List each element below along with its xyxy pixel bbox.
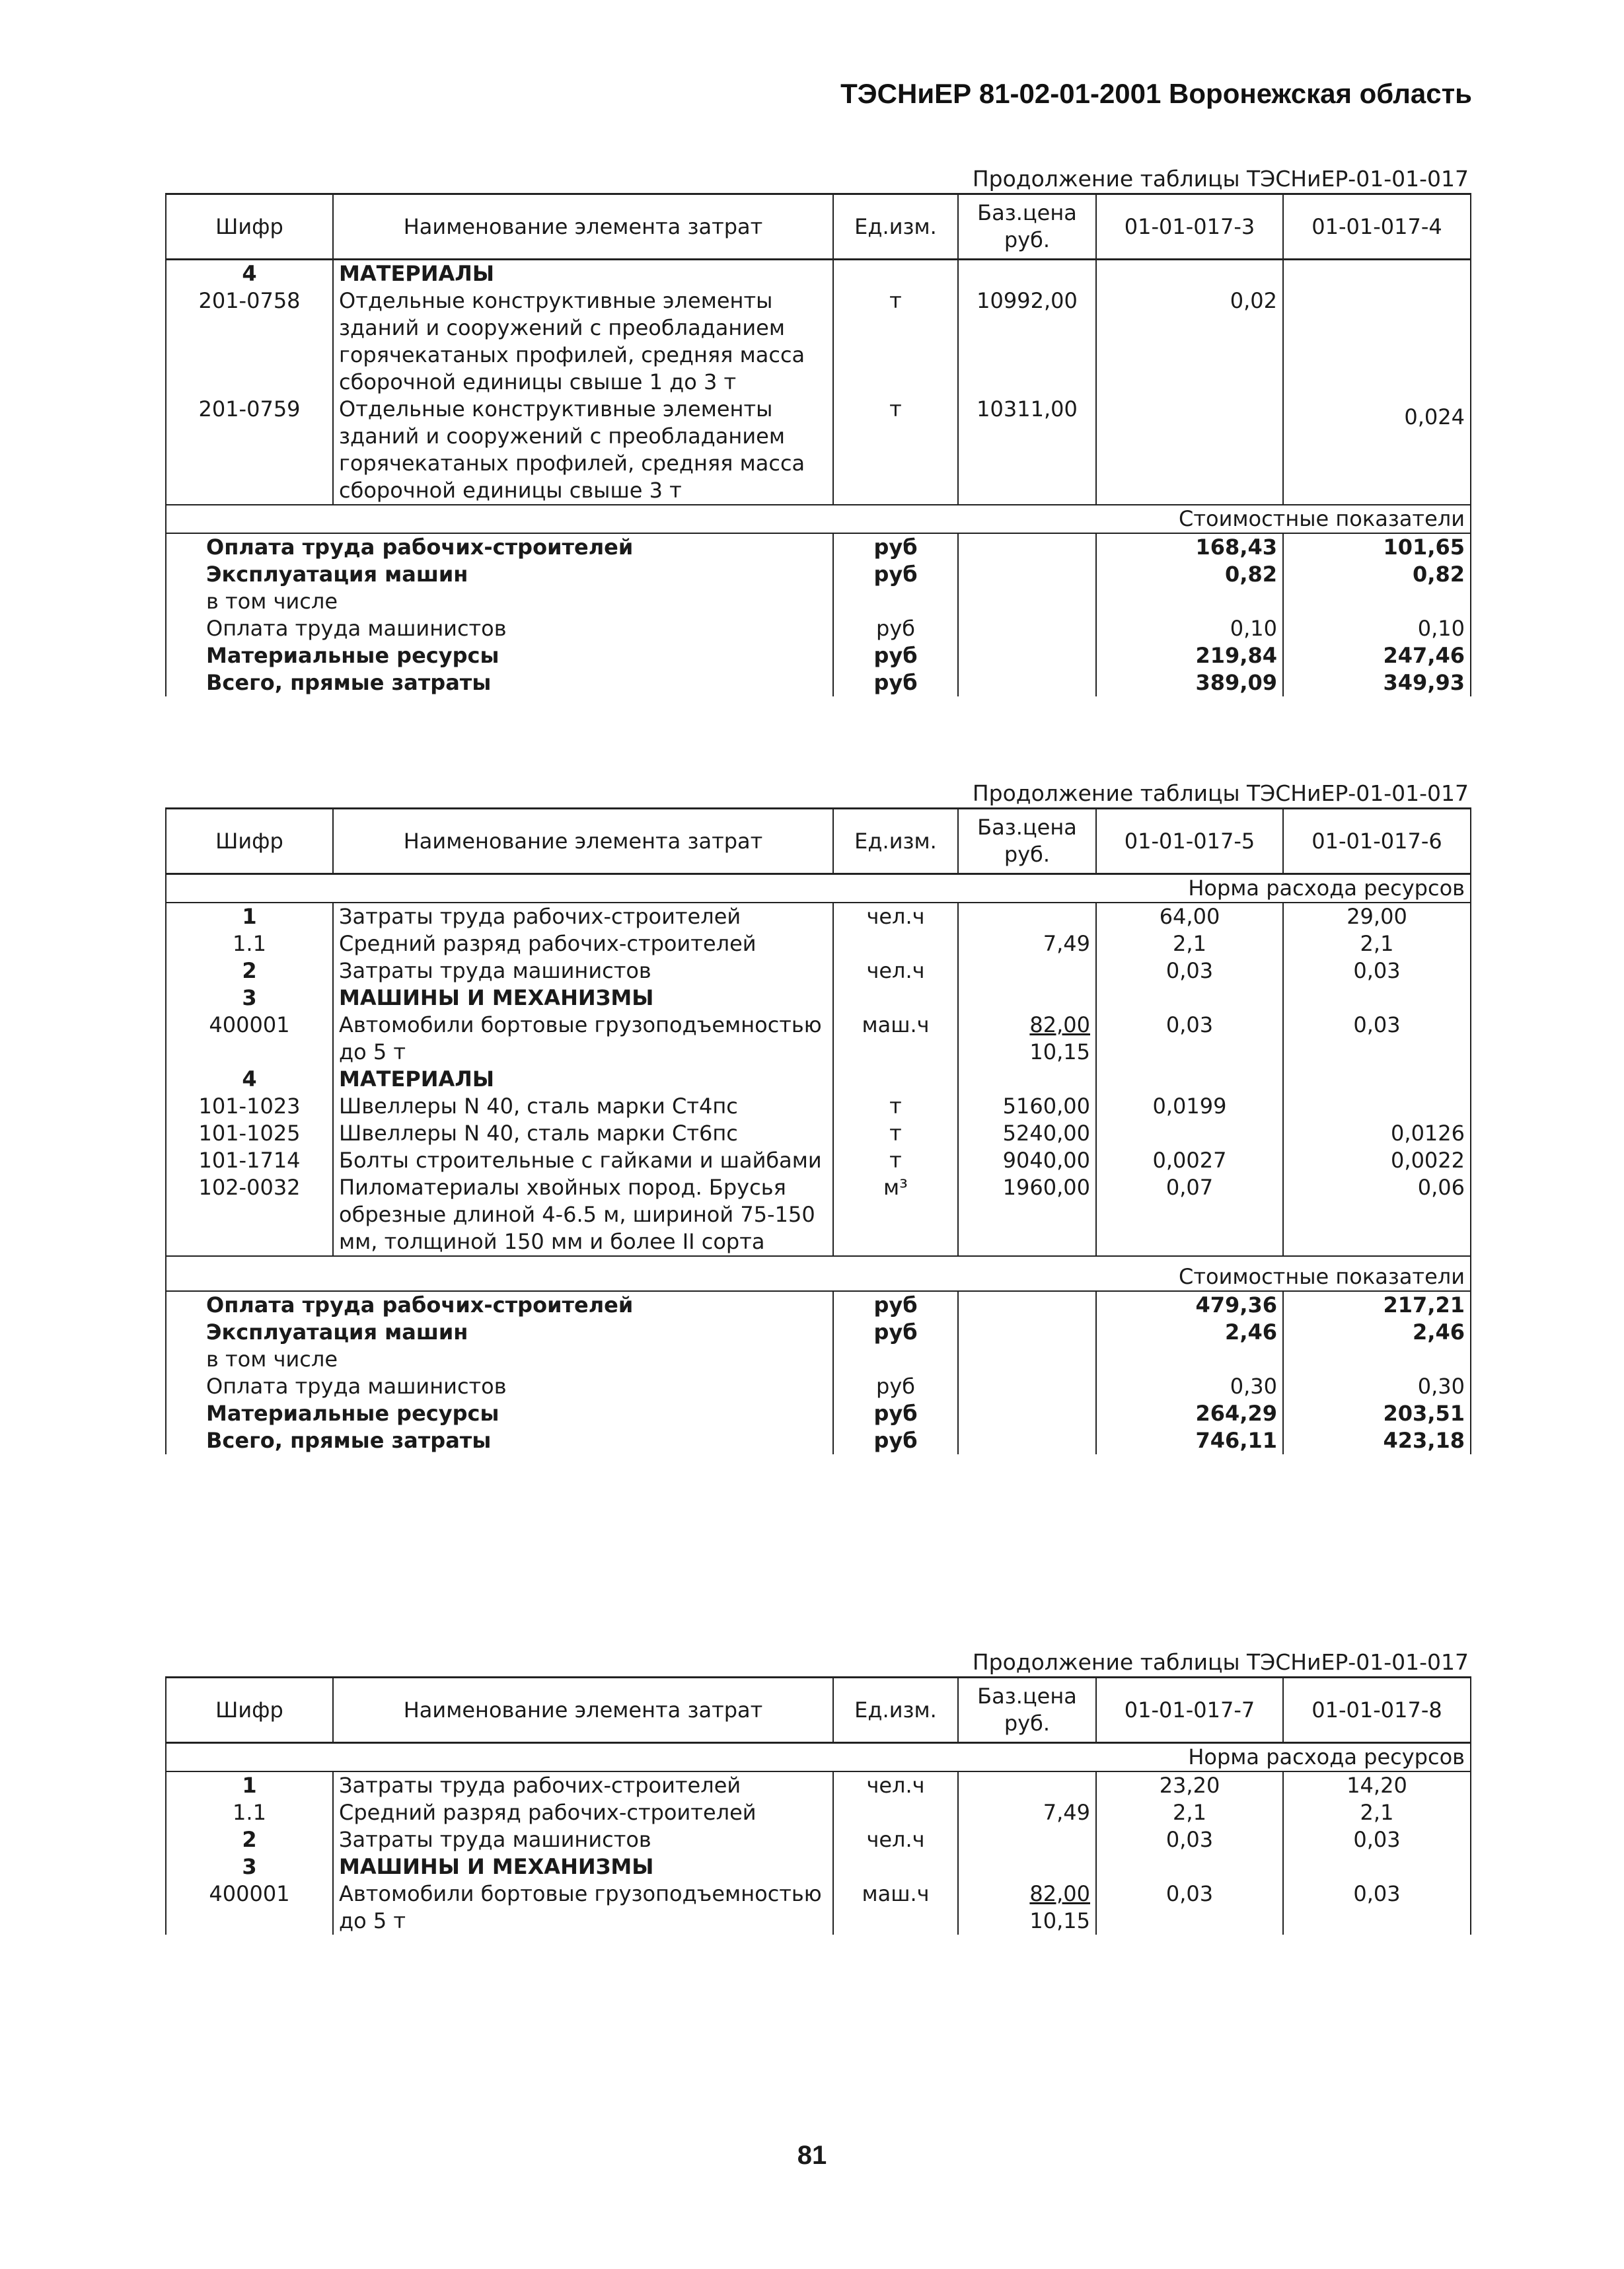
table-row — [166, 1826, 1471, 1853]
header-name: Наименование элемента затрат — [333, 194, 833, 260]
row-unit: т — [833, 1120, 958, 1147]
cost-name: Оплата труда рабочих-строителей — [166, 1291, 833, 1319]
row-price: 5160,00 — [958, 1093, 1096, 1120]
cost-name: Материальные ресурсы — [166, 642, 833, 669]
header-price: Баз.цена руб. — [958, 809, 1096, 874]
cost-section-title: Стоимостные показатели — [166, 1256, 1471, 1291]
cost-value-a — [1096, 588, 1283, 615]
row-value-a: 0,0027 — [1096, 1147, 1283, 1174]
cost-value-b — [1283, 1346, 1471, 1373]
table-row — [166, 1880, 1471, 1935]
row-price: 7,49 — [958, 930, 1096, 957]
cost-unit: руб — [833, 669, 958, 696]
header-code: Шифр — [166, 1678, 333, 1743]
header-unit: Ед.изм. — [833, 194, 958, 260]
row-value-a: 23,20 — [1096, 1771, 1283, 1799]
header-name: Наименование элемента затрат — [333, 809, 833, 874]
row-unit: м³ — [833, 1174, 958, 1256]
row-code: 101-1025 — [166, 1120, 333, 1147]
cost-section-row — [166, 1256, 1471, 1291]
cost-value-a: 168,43 — [1096, 533, 1283, 561]
section-row — [166, 1066, 1471, 1093]
header-price: Баз.цена руб. — [958, 194, 1096, 260]
row-code: 201-0758 — [166, 287, 333, 396]
section-row — [166, 985, 1471, 1012]
cost-value-b: 0,82 — [1283, 561, 1471, 588]
cost-unit: руб — [833, 1427, 958, 1454]
cost-value-a: 219,84 — [1096, 642, 1283, 669]
row-value-b: 0,06 — [1283, 1174, 1471, 1256]
cost-unit: руб — [833, 1400, 958, 1427]
row-unit — [833, 930, 958, 957]
cost-value-b: 2,46 — [1283, 1319, 1471, 1346]
cost-row — [166, 533, 1471, 561]
row-name: Средний разряд рабочих-строителей — [333, 1799, 833, 1826]
row-price-secondary: 10,15 — [1029, 1039, 1090, 1064]
table-header-row — [166, 809, 1471, 874]
cost-value-a: 389,09 — [1096, 669, 1283, 696]
continuation-label: Продолжение таблицы ТЭСНиЕР-01-01-017 — [972, 166, 1469, 192]
row-unit: т — [833, 1147, 958, 1174]
row-code: 102-0032 — [166, 1174, 333, 1256]
cost-section-title: Стоимостные показатели — [166, 505, 1471, 533]
table-3 — [165, 1649, 1470, 1935]
cost-unit: руб — [833, 1291, 958, 1319]
norm-section-row — [166, 874, 1471, 903]
row-code: 2 — [166, 957, 333, 985]
row-name: Затраты труда рабочих-строителей — [333, 1771, 833, 1799]
cost-value-b: 101,65 — [1283, 533, 1471, 561]
cost-value-a: 0,82 — [1096, 561, 1283, 588]
cost-value-a: 746,11 — [1096, 1427, 1283, 1454]
cost-row — [166, 642, 1471, 669]
cost-name: Эксплуатация машин — [166, 1319, 833, 1346]
row-unit: маш.ч — [833, 1880, 958, 1935]
cost-name: Материальные ресурсы — [166, 1400, 833, 1427]
cost-name: Всего, прямые затраты — [166, 669, 833, 696]
row-unit: т — [833, 287, 958, 396]
row-value-a: 0,07 — [1096, 1174, 1283, 1256]
cost-unit: руб — [833, 615, 958, 642]
cost-name: Оплата труда машинистов — [166, 615, 833, 642]
cost-value-b: 0,10 — [1283, 615, 1471, 642]
cost-value-b: 247,46 — [1283, 642, 1471, 669]
row-value-b: 0,03 — [1283, 1012, 1471, 1066]
table-row — [166, 1120, 1471, 1147]
row-value-b — [1283, 1093, 1471, 1120]
row-value-b — [1283, 287, 1471, 396]
cost-value-b: 0,30 — [1283, 1373, 1471, 1400]
cost-unit: руб — [833, 533, 958, 561]
row-price: 10992,00 — [958, 287, 1096, 396]
cost-unit: руб — [833, 642, 958, 669]
row-value-a — [1096, 396, 1283, 505]
cost-name: Оплата труда рабочих-строителей — [166, 533, 833, 561]
row-name: Затраты труда машинистов — [333, 1826, 833, 1853]
row-value-b: 0,0022 — [1283, 1147, 1471, 1174]
cost-row — [166, 1373, 1471, 1400]
cost-row — [166, 588, 1471, 615]
row-price — [958, 1012, 1096, 1066]
continuation-label: Продолжение таблицы ТЭСНиЕР-01-01-017 — [972, 1649, 1469, 1675]
cost-row — [166, 615, 1471, 642]
row-code: 2 — [166, 1826, 333, 1853]
row-code: 400001 — [166, 1880, 333, 1935]
section-row — [166, 260, 1471, 288]
cost-name: в том числе — [166, 588, 833, 615]
header-price: Баз.цена руб. — [958, 1678, 1096, 1743]
cost-name: Всего, прямые затраты — [166, 1427, 833, 1454]
cost-unit: руб — [833, 1319, 958, 1346]
row-name: Отдельные конструктивные элементы зданий и сооружений с преобладанием горячекатаных профилей, средняя масса сборочной единицы свыше 1 до 3 т — [333, 287, 833, 396]
row-price: 1960,00 — [958, 1174, 1096, 1256]
table-row — [166, 396, 1471, 505]
row-value-b: 0,03 — [1283, 1880, 1471, 1935]
cost-unit — [833, 588, 958, 615]
table-2 — [165, 780, 1470, 1454]
header-col-b: 01-01-017-8 — [1283, 1678, 1471, 1743]
row-value-b: 2,1 — [1283, 1799, 1471, 1826]
cost-row — [166, 1400, 1471, 1427]
row-value-b: 0,03 — [1283, 957, 1471, 985]
header-col-a: 01-01-017-7 — [1096, 1678, 1283, 1743]
cost-value-a: 479,36 — [1096, 1291, 1283, 1319]
row-value-a: 0,03 — [1096, 1880, 1283, 1935]
cost-value-b — [1283, 588, 1471, 615]
row-value-b: 14,20 — [1283, 1771, 1471, 1799]
cost-row — [166, 1291, 1471, 1319]
cost-unit — [833, 1346, 958, 1373]
row-unit — [833, 1799, 958, 1826]
row-name: Средний разряд рабочих-строителей — [333, 930, 833, 957]
section-label: МАШИНЫ И МЕХАНИЗМЫ — [333, 985, 833, 1012]
cost-value-b: 349,93 — [1283, 669, 1471, 696]
row-code: 101-1714 — [166, 1147, 333, 1174]
header-code: Шифр — [166, 194, 333, 260]
row-price-main: 82,00 — [1029, 1881, 1090, 1906]
row-code: 1.1 — [166, 930, 333, 957]
table-row — [166, 287, 1471, 396]
row-unit: т — [833, 1093, 958, 1120]
norm-section-row — [166, 1743, 1471, 1772]
row-name: Автомобили бортовые грузоподъемностью до 5 т — [333, 1012, 833, 1066]
header-col-b: 01-01-017-4 — [1283, 194, 1471, 260]
section-code: 3 — [166, 1853, 333, 1880]
row-unit: чел.ч — [833, 957, 958, 985]
row-unit: чел.ч — [833, 1771, 958, 1799]
norm-section-title: Норма расхода ресурсов — [166, 874, 1471, 903]
cost-value-a: 0,10 — [1096, 615, 1283, 642]
row-price — [958, 957, 1096, 985]
row-price-main: 82,00 — [1029, 1012, 1090, 1037]
cost-row — [166, 1346, 1471, 1373]
table-row — [166, 1799, 1471, 1826]
row-value-a: 0,02 — [1096, 287, 1283, 396]
continuation-label: Продолжение таблицы ТЭСНиЕР-01-01-017 — [972, 780, 1469, 806]
row-name: Затраты труда рабочих-строителей — [333, 903, 833, 930]
row-name: Отдельные конструктивные элементы зданий и сооружений с преобладанием горячекатаных профилей, средняя масса сборочной единицы свыше 3 т — [333, 396, 833, 505]
header-unit: Ед.изм. — [833, 809, 958, 874]
row-price: 7,49 — [958, 1799, 1096, 1826]
cost-value-a: 2,46 — [1096, 1319, 1283, 1346]
table-row — [166, 903, 1471, 930]
row-value-b: 29,00 — [1283, 903, 1471, 930]
cost-value-b: 217,21 — [1283, 1291, 1471, 1319]
row-value-a: 2,1 — [1096, 930, 1283, 957]
cost-name: Эксплуатация машин — [166, 561, 833, 588]
norm-section-title: Норма расхода ресурсов — [166, 1743, 1471, 1772]
row-value-a: 0,03 — [1096, 1012, 1283, 1066]
cost-value-a: 264,29 — [1096, 1400, 1283, 1427]
row-code: 201-0759 — [166, 396, 333, 505]
row-unit: маш.ч — [833, 1012, 958, 1066]
row-code: 1 — [166, 903, 333, 930]
row-price-secondary: 10,15 — [1029, 1908, 1090, 1933]
row-value-a: 0,03 — [1096, 1826, 1283, 1853]
row-unit: чел.ч — [833, 1826, 958, 1853]
row-value-b: 0,0126 — [1283, 1120, 1471, 1147]
table-header-row — [166, 1678, 1471, 1743]
table-header-row — [166, 194, 1471, 260]
row-name: Болты строительные с гайками и шайбами — [333, 1147, 833, 1174]
row-name: Швеллеры N 40, сталь марки Ст4пс — [333, 1093, 833, 1120]
row-price — [958, 903, 1096, 930]
header-col-a: 01-01-017-5 — [1096, 809, 1283, 874]
header-col-a: 01-01-017-3 — [1096, 194, 1283, 260]
row-price — [958, 1826, 1096, 1853]
table-1 — [165, 165, 1470, 696]
row-name: Пиломатериалы хвойных пород. Брусья обрезные длиной 4-6.5 м, шириной 75-150 мм, толщиной 150 мм и более II сорта — [333, 1174, 833, 1256]
page-number: 81 — [797, 2141, 827, 2170]
row-name: Швеллеры N 40, сталь марки Ст6пс — [333, 1120, 833, 1147]
table-row — [166, 1147, 1471, 1174]
row-value-b: 0,024 — [1283, 396, 1471, 505]
header-name: Наименование элемента затрат — [333, 1678, 833, 1743]
row-value-a: 0,03 — [1096, 957, 1283, 985]
row-value-a: 2,1 — [1096, 1799, 1283, 1826]
section-label: МАТЕРИАЛЫ — [333, 1066, 833, 1093]
section-code: 4 — [166, 1066, 333, 1093]
header-unit: Ед.изм. — [833, 1678, 958, 1743]
section-label: МАШИНЫ И МЕХАНИЗМЫ — [333, 1853, 833, 1880]
section-code: 3 — [166, 985, 333, 1012]
section-row — [166, 1853, 1471, 1880]
table-row — [166, 1093, 1471, 1120]
table-row — [166, 1771, 1471, 1799]
header-code: Шифр — [166, 809, 333, 874]
row-name: Затраты труда машинистов — [333, 957, 833, 985]
cost-value-b: 423,18 — [1283, 1427, 1471, 1454]
row-price: 10311,00 — [958, 396, 1096, 505]
cost-name: в том числе — [166, 1346, 833, 1373]
row-price — [958, 1771, 1096, 1799]
row-value-a — [1096, 1120, 1283, 1147]
cost-row — [166, 1319, 1471, 1346]
row-price: 9040,00 — [958, 1147, 1096, 1174]
row-value-a: 64,00 — [1096, 903, 1283, 930]
row-code: 1 — [166, 1771, 333, 1799]
cost-section-row — [166, 505, 1471, 533]
row-unit: чел.ч — [833, 903, 958, 930]
document-title: ТЭСНиЕР 81-02-01-2001 Воронежская область — [840, 78, 1472, 109]
table-row — [166, 1174, 1471, 1256]
row-name: Автомобили бортовые грузоподъемностью до 5 т — [333, 1880, 833, 1935]
row-code: 400001 — [166, 1012, 333, 1066]
row-unit: т — [833, 396, 958, 505]
table-row — [166, 930, 1471, 957]
cost-unit: руб — [833, 1373, 958, 1400]
cost-row — [166, 1427, 1471, 1454]
row-price: 5240,00 — [958, 1120, 1096, 1147]
table-row — [166, 1012, 1471, 1066]
section-code: 4 — [166, 260, 333, 288]
header-col-b: 01-01-017-6 — [1283, 809, 1471, 874]
row-code: 101-1023 — [166, 1093, 333, 1120]
row-price — [958, 1880, 1096, 1935]
section-label: МАТЕРИАЛЫ — [333, 260, 833, 288]
cost-unit: руб — [833, 561, 958, 588]
cost-row — [166, 669, 1471, 696]
row-value-a: 0,0199 — [1096, 1093, 1283, 1120]
cost-value-a — [1096, 1346, 1283, 1373]
cost-value-b: 203,51 — [1283, 1400, 1471, 1427]
cost-name: Оплата труда машинистов — [166, 1373, 833, 1400]
row-code: 1.1 — [166, 1799, 333, 1826]
row-value-b: 0,03 — [1283, 1826, 1471, 1853]
cost-value-a: 0,30 — [1096, 1373, 1283, 1400]
cost-row — [166, 561, 1471, 588]
table-row — [166, 957, 1471, 985]
row-value-b: 2,1 — [1283, 930, 1471, 957]
